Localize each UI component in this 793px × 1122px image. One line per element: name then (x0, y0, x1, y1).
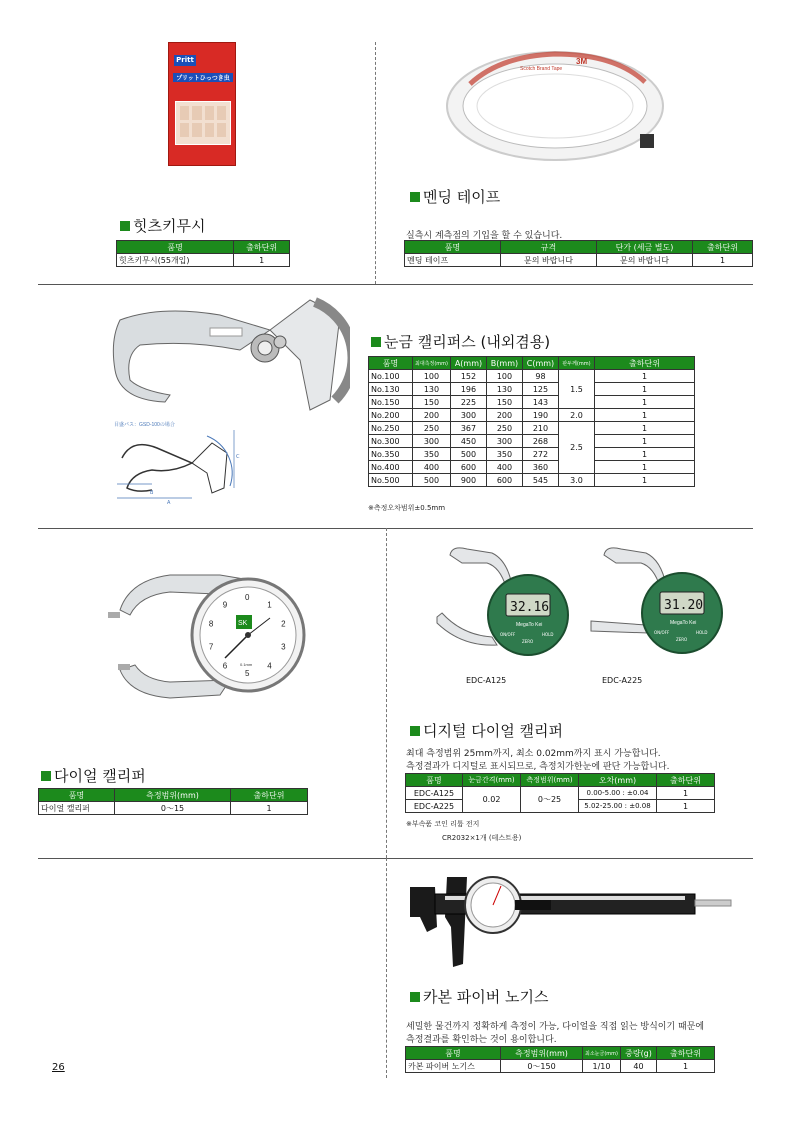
section-title-pritt (120, 215, 205, 236)
page-number: 26 (52, 1062, 65, 1073)
pritt-package-text: プリットひっつき虫 (173, 73, 233, 82)
title-bullet-icon (410, 192, 420, 202)
vernier-description-2: 측정결과를 확인하는 것이 용이합니다. (406, 1035, 557, 1045)
table-cell: 600 (486, 474, 522, 487)
table-cell: 1 (231, 802, 308, 815)
table-cell: 152 (450, 370, 486, 383)
table-cell: 1 (594, 448, 694, 461)
digital-a-zero: ZERO (522, 639, 534, 644)
table-cell: 98 (522, 370, 558, 383)
table-header: 오차(mm) (579, 774, 657, 787)
table-row (369, 474, 695, 487)
table-cell: 1.5 (558, 370, 594, 409)
table-cell: 500 (413, 474, 451, 487)
section-title-text: 힛츠키무시 (133, 217, 206, 235)
table-row (369, 370, 695, 383)
table-cell: No.150 (369, 396, 413, 409)
table-cell: 225 (450, 396, 486, 409)
table-cell: 125 (522, 383, 558, 396)
section-title-text: 멘딩 테이프 (423, 188, 501, 206)
table-cell: 100 (413, 370, 451, 383)
table-cell: 0.00-5.00 : ±0.04 (579, 787, 657, 800)
table-row (369, 409, 695, 422)
table-header: 품명 (405, 241, 501, 254)
dial-number: 3 (281, 642, 286, 652)
table-cell: 450 (450, 435, 486, 448)
table-cell: No.400 (369, 461, 413, 474)
dial-number: 2 (281, 619, 286, 629)
table-header: 품명 (406, 774, 463, 787)
table-header: 품명 (369, 357, 413, 370)
table-cell: 1 (594, 461, 694, 474)
caliper-photo (100, 290, 350, 420)
table-header: 중량(g) (621, 1047, 657, 1060)
table-cell: 40 (621, 1060, 657, 1073)
table-cell: 190 (522, 409, 558, 422)
table-cell: 300 (413, 435, 451, 448)
digital-a-brand: MegaTo Kei (516, 622, 543, 628)
table-header: 출하단위 (594, 357, 694, 370)
pritt-package-image (168, 42, 236, 166)
table-cell: 100 (486, 370, 522, 383)
table-row (369, 448, 695, 461)
table-row (406, 787, 715, 800)
title-bullet-icon (41, 771, 51, 781)
table-cell: 0～15 (115, 802, 231, 815)
table-cell: 멘딩 테이프 (405, 254, 501, 267)
table-cell: 210 (522, 422, 558, 435)
table-cell: No.130 (369, 383, 413, 396)
table-header: 최소눈금(mm) (583, 1047, 621, 1060)
table-cell: 130 (413, 383, 451, 396)
table-cell: 400 (486, 461, 522, 474)
caliper-dim-b: B (150, 490, 154, 496)
table-header: 출하단위 (657, 774, 715, 787)
table-cell: 문의 바랍니다 (501, 254, 597, 267)
pritt-window (175, 101, 231, 145)
section-title-text: 눈금 캘리퍼스 (내외겸용) (384, 333, 551, 351)
table-cell: 힛츠키무시(55개입) (117, 254, 234, 267)
digital-table (405, 773, 715, 813)
table-cell: 1 (657, 787, 715, 800)
caliper-diagram-label: 目盛パス：GSD-100の場合 (114, 422, 175, 428)
table-cell: 272 (522, 448, 558, 461)
tape-description: 실측시 계측점의 기입을 할 수 있습니다. (406, 231, 563, 241)
table-cell: 5.02-25.00 : ±0.08 (579, 800, 657, 813)
table-cell: EDC-A125 (406, 787, 463, 800)
dial-number: 7 (208, 642, 214, 652)
table-cell: 0～25 (521, 787, 579, 813)
divider-vertical-mid (386, 528, 387, 858)
caliper-diagram (112, 418, 242, 506)
digital-b-zero: ZERO (676, 637, 688, 642)
table-cell: 문의 바랍니다 (597, 254, 693, 267)
pritt-table (116, 240, 290, 267)
digital-caliper-b-image (586, 545, 726, 660)
table-cell: No.300 (369, 435, 413, 448)
divider-3 (38, 858, 753, 859)
section-title-dial (41, 765, 146, 786)
caliper-dim-c: C (236, 454, 240, 460)
table-cell: 350 (486, 448, 522, 461)
table-cell: 1 (594, 435, 694, 448)
digital-description-2: 측정결과가 디지털로 표시되므로, 측정치가한눈에 판단 가능합니다. (406, 762, 670, 772)
table-row (117, 254, 290, 267)
table-cell: 1 (594, 383, 694, 396)
table-header: 눈금간격(mm) (463, 774, 521, 787)
divider-vertical-top (375, 42, 376, 284)
tape-brand: 3M (576, 57, 588, 66)
digital-note-1: ※부속품 코인 리튬 전지 (406, 820, 480, 828)
caliper-table (368, 356, 695, 487)
section-title-digital (410, 720, 563, 741)
table-cell: 150 (413, 396, 451, 409)
table-cell: 1 (657, 1060, 715, 1073)
table-row (405, 254, 753, 267)
table-header: 단가 (세금 별도) (597, 241, 693, 254)
table-cell: 360 (522, 461, 558, 474)
table-header: 측정범위(mm) (501, 1047, 583, 1060)
table-cell: 500 (450, 448, 486, 461)
vernier-description-1: 세밀한 물건까지 정확하게 측정이 가능, 다이얼을 직접 읽는 방식이기 때문에 (406, 1022, 705, 1032)
title-bullet-icon (410, 992, 420, 1002)
table-cell: EDC-A225 (406, 800, 463, 813)
tape-table (404, 240, 753, 267)
table-row (369, 435, 695, 448)
table-row (39, 802, 308, 815)
table-cell: No.350 (369, 448, 413, 461)
section-title-vernier (410, 986, 548, 1007)
vernier-table (405, 1046, 715, 1073)
digital-caption-b: EDC-A225 (602, 676, 643, 685)
table-cell: 400 (413, 461, 451, 474)
table-cell: 600 (450, 461, 486, 474)
table-cell: No.250 (369, 422, 413, 435)
table-cell: 3.0 (558, 474, 594, 487)
table-cell: 1 (594, 422, 694, 435)
table-cell: 0.02 (463, 787, 521, 813)
table-cell: 250 (486, 422, 522, 435)
section-title-text: 카본 파이버 노기스 (423, 988, 549, 1006)
table-row (369, 383, 695, 396)
table-cell: 268 (522, 435, 558, 448)
table-cell: 1 (693, 254, 753, 267)
table-header: 품명 (39, 789, 115, 802)
table-row (369, 422, 695, 435)
table-cell: 200 (413, 409, 451, 422)
title-bullet-icon (120, 221, 130, 231)
digital-b-display: 31.20 (664, 598, 704, 613)
table-cell: 200 (486, 409, 522, 422)
table-cell: 545 (522, 474, 558, 487)
table-cell: 196 (450, 383, 486, 396)
table-header: B(mm) (486, 357, 522, 370)
caliper-note: ※측정오차범위±0.5mm (368, 504, 446, 512)
dial-number: 5 (245, 669, 250, 678)
digital-description-1: 최대 측정범위 25mm까지, 최소 0.02mm까지 표시 가능합니다. (406, 749, 661, 759)
table-header: 규격 (501, 241, 597, 254)
table-cell: 다이얼 캘리퍼 (39, 802, 115, 815)
table-cell: 250 (413, 422, 451, 435)
pritt-logo: Pritt (174, 55, 196, 66)
tape-label: Scotch Brand Tape (520, 66, 563, 72)
digital-note-2: CR2032×1개 (테스트용) (442, 834, 522, 842)
table-row (369, 396, 695, 409)
section-title-text: 다이얼 캘리퍼 (54, 767, 146, 785)
table-cell: 2.0 (558, 409, 594, 422)
table-cell: 0～150 (501, 1060, 583, 1073)
digital-a-hold: HOLD (542, 632, 554, 637)
digital-b-hold: HOLD (696, 630, 708, 635)
table-cell: 1 (594, 396, 694, 409)
digital-b-on: ON/OFF (654, 630, 670, 635)
table-cell: 300 (486, 435, 522, 448)
table-cell: 1 (594, 370, 694, 383)
dial-caliper-image (100, 570, 310, 700)
digital-a-display: 32.16 (510, 600, 550, 615)
table-header: 출하단위 (234, 241, 290, 254)
table-row (369, 461, 695, 474)
table-cell: 900 (450, 474, 486, 487)
dial-number: 6 (222, 661, 228, 671)
table-cell: 1 (657, 800, 715, 813)
tape-image (440, 44, 670, 164)
table-cell: 367 (450, 422, 486, 435)
dial-number: 4 (267, 661, 272, 671)
dial-number: 0 (245, 593, 250, 602)
table-row (406, 1060, 715, 1073)
table-cell: 150 (486, 396, 522, 409)
divider-2 (38, 528, 753, 529)
dial-number: 1 (267, 600, 272, 610)
divider-vertical-bottom (386, 858, 387, 1078)
table-cell: 143 (522, 396, 558, 409)
table-header: 측정범위(mm) (521, 774, 579, 787)
section-title-tape (410, 186, 500, 207)
table-cell: 130 (486, 383, 522, 396)
table-header: 판두께(mm) (558, 357, 594, 370)
section-title-caliper (371, 331, 550, 352)
table-cell: 300 (450, 409, 486, 422)
table-cell: 1 (594, 409, 694, 422)
digital-a-on: ON/OFF (500, 632, 516, 637)
dial-number: 9 (222, 600, 228, 610)
table-header: 출하단위 (231, 789, 308, 802)
title-bullet-icon (371, 337, 381, 347)
table-header: 품명 (406, 1047, 501, 1060)
table-cell: 1 (234, 254, 290, 267)
dial-table (38, 788, 308, 815)
caliper-dim-a: A (167, 500, 171, 506)
vernier-caliper-image (405, 872, 735, 972)
table-cell: 1/10 (583, 1060, 621, 1073)
table-header: 최대측정(mm) (413, 357, 451, 370)
table-header: 출하단위 (657, 1047, 715, 1060)
dial-unit: 0.1mm (240, 662, 253, 667)
table-cell: No.200 (369, 409, 413, 422)
title-bullet-icon (410, 726, 420, 736)
table-header: 측정범위(mm) (115, 789, 231, 802)
table-cell: No.100 (369, 370, 413, 383)
table-cell: 350 (413, 448, 451, 461)
table-header: A(mm) (450, 357, 486, 370)
table-header: 출하단위 (693, 241, 753, 254)
dial-number: 8 (208, 619, 214, 629)
digital-b-brand: MegaTo Kei (670, 620, 697, 626)
table-header: C(mm) (522, 357, 558, 370)
table-cell: 카본 파이버 노기스 (406, 1060, 501, 1073)
dial-brand: SK (238, 620, 248, 627)
section-title-text: 디지털 다이얼 캘리퍼 (423, 722, 563, 740)
table-cell: 1 (594, 474, 694, 487)
divider-1 (38, 284, 753, 285)
digital-caliper-a-image (432, 545, 572, 660)
table-cell: 2.5 (558, 422, 594, 474)
table-header: 품명 (117, 241, 234, 254)
digital-caption-a: EDC-A125 (466, 676, 507, 685)
table-cell: No.500 (369, 474, 413, 487)
